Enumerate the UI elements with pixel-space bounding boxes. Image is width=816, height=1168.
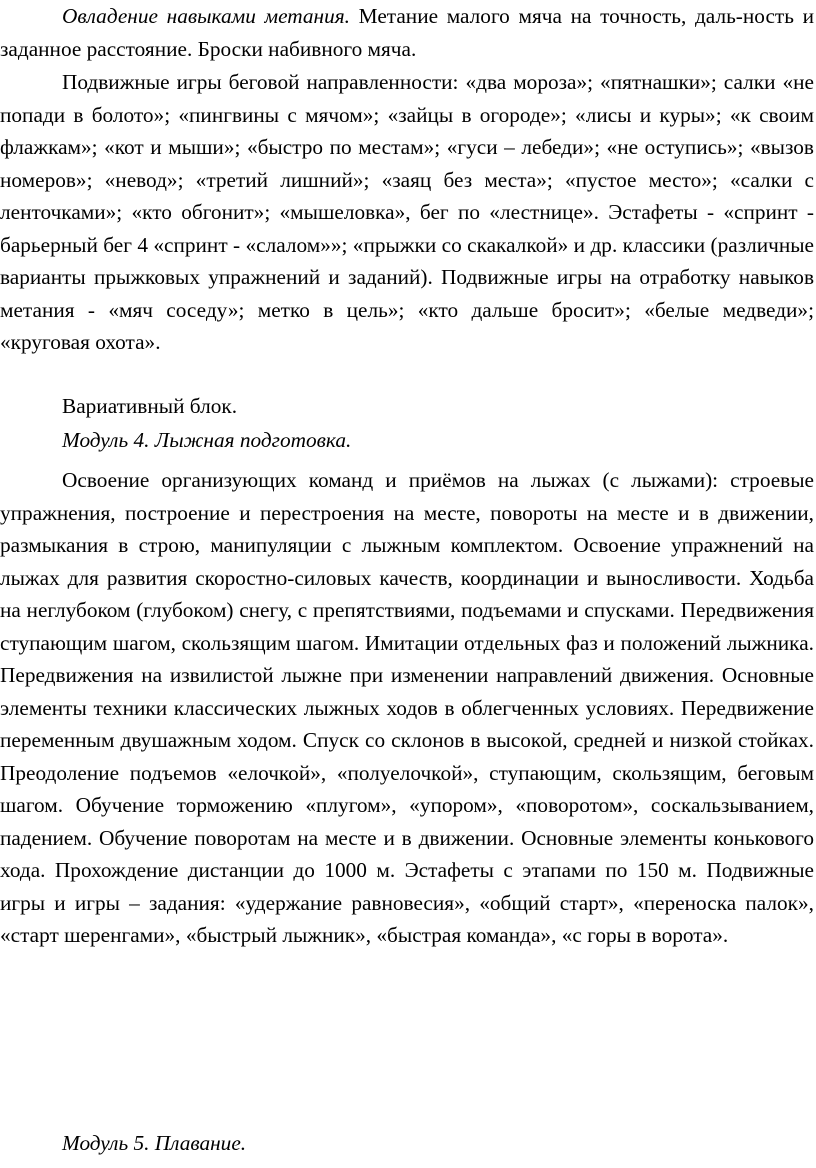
paragraph-throwing-skills xyxy=(0,0,816,65)
paragraph-ski-training: Освоение организующих команд и приёмов на лыжах (с лыжами): строевые упражнения, построение и перестроения на месте, повороты на месте и в движении, размыкания в строю, манипуляции с лыжным комплектом. Освоение упражнений на лыжах для развития скоростно-силовых качеств, координации и выносливости. Ходьба на неглубоком (глубоком) снегу, с препятствиями, подъемами и спусками. Передвижения ступающим шагом, скользящим шагом. Имитации отдельных фаз и положений лыжника. Передвижения на извилистой лыжне при изменении направлений движения. Основные элементы техники классических лыжных ходов в облегченных условиях. Передвижение переменным двушажным ходом. Спуск со склонов в высокой, средней и низкой стойках. Преодоление подъемов «елочкой», «полуелочкой», ступающим, скользящим, беговым шагом. Обучение торможению «плугом», «упором», «поворотом», соскальзыванием, падением. Обучение поворотам на месте и в движении. Основные элементы конькового хода. Прохождение дистанции до 1000 м. Эстафеты с этапами по 150 м. Подвижные игры и игры – задания: «удержание равновесия», «общий старт», «переноска палок», «старт шеренгами», «быстрый лыжник», «быстрая команда», «с горы в ворота». xyxy=(0,468,814,947)
module-4-heading: Модуль 4. Лыжная подготовка. xyxy=(62,428,352,452)
section-heading-throwing: Овладение навыками метания. xyxy=(62,4,350,28)
paragraph-throwing-text: Метание малого мяча на точность, даль-ность и заданное расстояние. Броски набивного мяча. xyxy=(0,4,814,61)
module-5-heading: Модуль 5. Плавание. xyxy=(62,1131,247,1155)
paragraph-running-games: Подвижные игры беговой направленности: «два мороза»; «пятнашки»; салки «не попади в болото»; «пингвины с мячом»; «зайцы в огороде»; «лисы и куры»; «к своим флажкам»; «кот и мыши»; «быстро по местам»; «гуси – лебеди»; «не оступись»; «вызов номеров»; «невод»; «третий лишний»; «заяц без места»; «пустое место»; «салки с ленточками»; «кто обгонит»; «мышеловка», бег по «лестнице». Эстафеты - «спринт - барьерный бег 4 «спринт - «слалом»»; «прыжки со скакалкой» и др. классики (различные варианты прыжковых упражнений и заданий). Подвижные игры на отработку навыков метания - «мяч соседу»; метко в цель»; «кто дальше бросит»; «белые медведи»; «круговая охота». xyxy=(0,70,814,354)
variative-block-heading: Вариативный блок. xyxy=(62,394,238,418)
